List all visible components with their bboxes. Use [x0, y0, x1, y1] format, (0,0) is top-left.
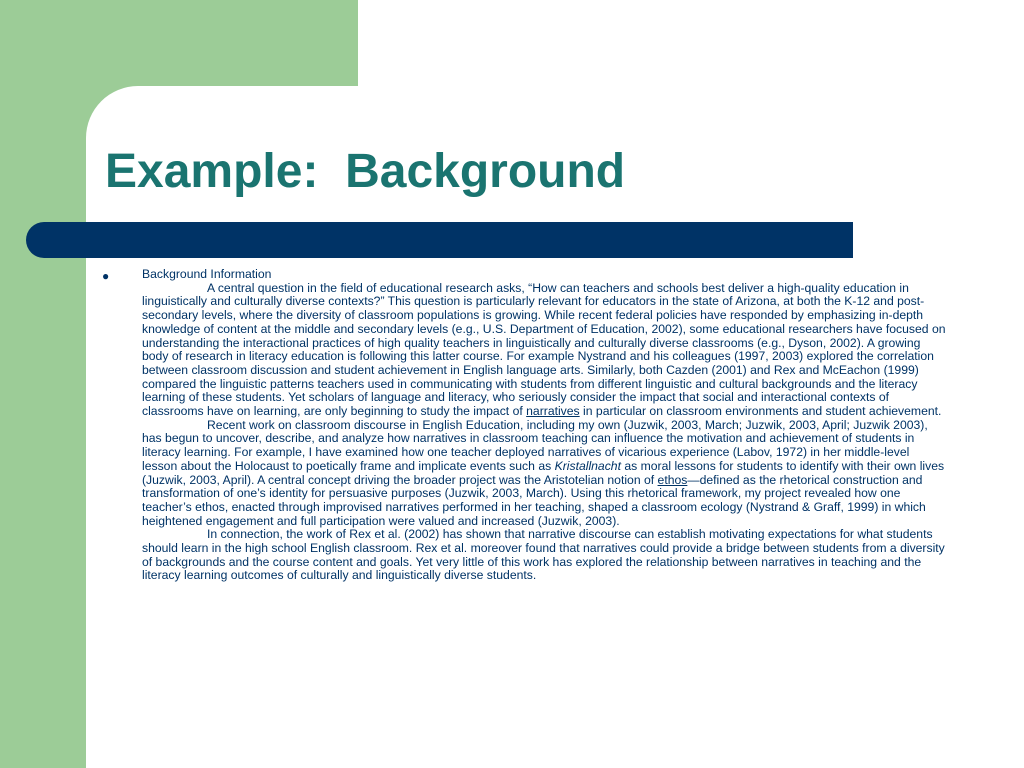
bullet-icon: ● — [102, 269, 110, 283]
slide-body — [142, 268, 946, 583]
paragraph-text: as moral lessons for students to identify with their own lives (Juzwik, 2003, April). A central concept driving the broader project was the Aristotelian notion of — [142, 458, 945, 487]
bullet-heading: Background Information — [142, 267, 272, 281]
paragraph-text: in particular on classroom environments and student achievement. — [579, 404, 942, 419]
paragraph-text: In connection, the work of Rex et al. (2002) has shown that narrative discourse can establish motivating expectations for what students should learn in the high school English classroom. Rex et al. moreover found that narratives could provide a bridge between students from a diversity of backgrounds and the course content and goals. Yet very little of this work has explored the relationship between narratives in teaching and the literacy learning outcomes of culturally and linguistically diverse students. — [142, 527, 945, 583]
slide-title: Example: Background — [105, 145, 626, 198]
paragraph-3 — [142, 528, 946, 583]
underlined-term-narratives: narratives — [526, 404, 580, 419]
paragraph-2 — [142, 419, 946, 529]
paragraph-1 — [142, 282, 946, 419]
paragraph-text: Recent work on classroom discourse in English Education, including my own (Juzwik, 2003, March; Juzwik, 2003, April; Juzwik 2003), has begun to uncover, describe, and analyze how narratives in classroom teaching can influence the motivation and achievement of students in literacy learning. For example, I have examined how one teacher deployed narratives of vicarious experience (Labov, 1972) in her middle-level lesson about the Holocaust to poetically frame and implicate events such as — [142, 417, 928, 473]
paragraph-text: A central question in the field of educational research asks, “How can teachers and schools best deliver a high-quality education in linguistically and culturally diverse contexts?” This question is particularly relevant for educators in the state of Arizona, at both the K-12 and post-secondary levels, where the diversity of classroom populations is growing. While recent federal policies have responded by emphasizing in-depth knowledge of content at the middle and secondary levels (e.g., U.S. Department of Education, 2002), some educational researchers have focused on understanding the interactional practices of high quality teachers in linguistically and culturally diverse classrooms (e.g., Dyson, 2002). A growing body of research in literacy education is following this latter course. For example Nystrand and his colleagues (1997, 2003) explored the correlation between classroom discussion and student achievement in English language arts. Similarly, both Cazden (2001) and Rex and McEachon (1999) compared the linguistic patterns teachers used in communicating with students from different linguistic and cultural backgrounds and the literacy learning of these students. Yet scholars of language and literacy, who seriously consider the impact that social and interactional contexts of classrooms have on learning, are only beginning to study the impact of — [142, 280, 946, 419]
title-underline-bar — [26, 222, 853, 258]
italic-term-kristallnacht: Kristallnacht — [554, 458, 621, 473]
underlined-term-ethos: ethos — [657, 472, 688, 487]
paragraph-text: —defined as the rhetorical construction and transformation of one’s identity for persuasive purposes (Juzwik, 2003, March). Using this rhetorical framework, my project revealed how one teacher’s ethos, enacted through improvised narratives performed in her teaching, shaped a classroom ecology (Nystrand & Graff, 1999) in which heightened engagement and full participation were valued and increased (Juzwik, 2003). — [142, 472, 926, 528]
